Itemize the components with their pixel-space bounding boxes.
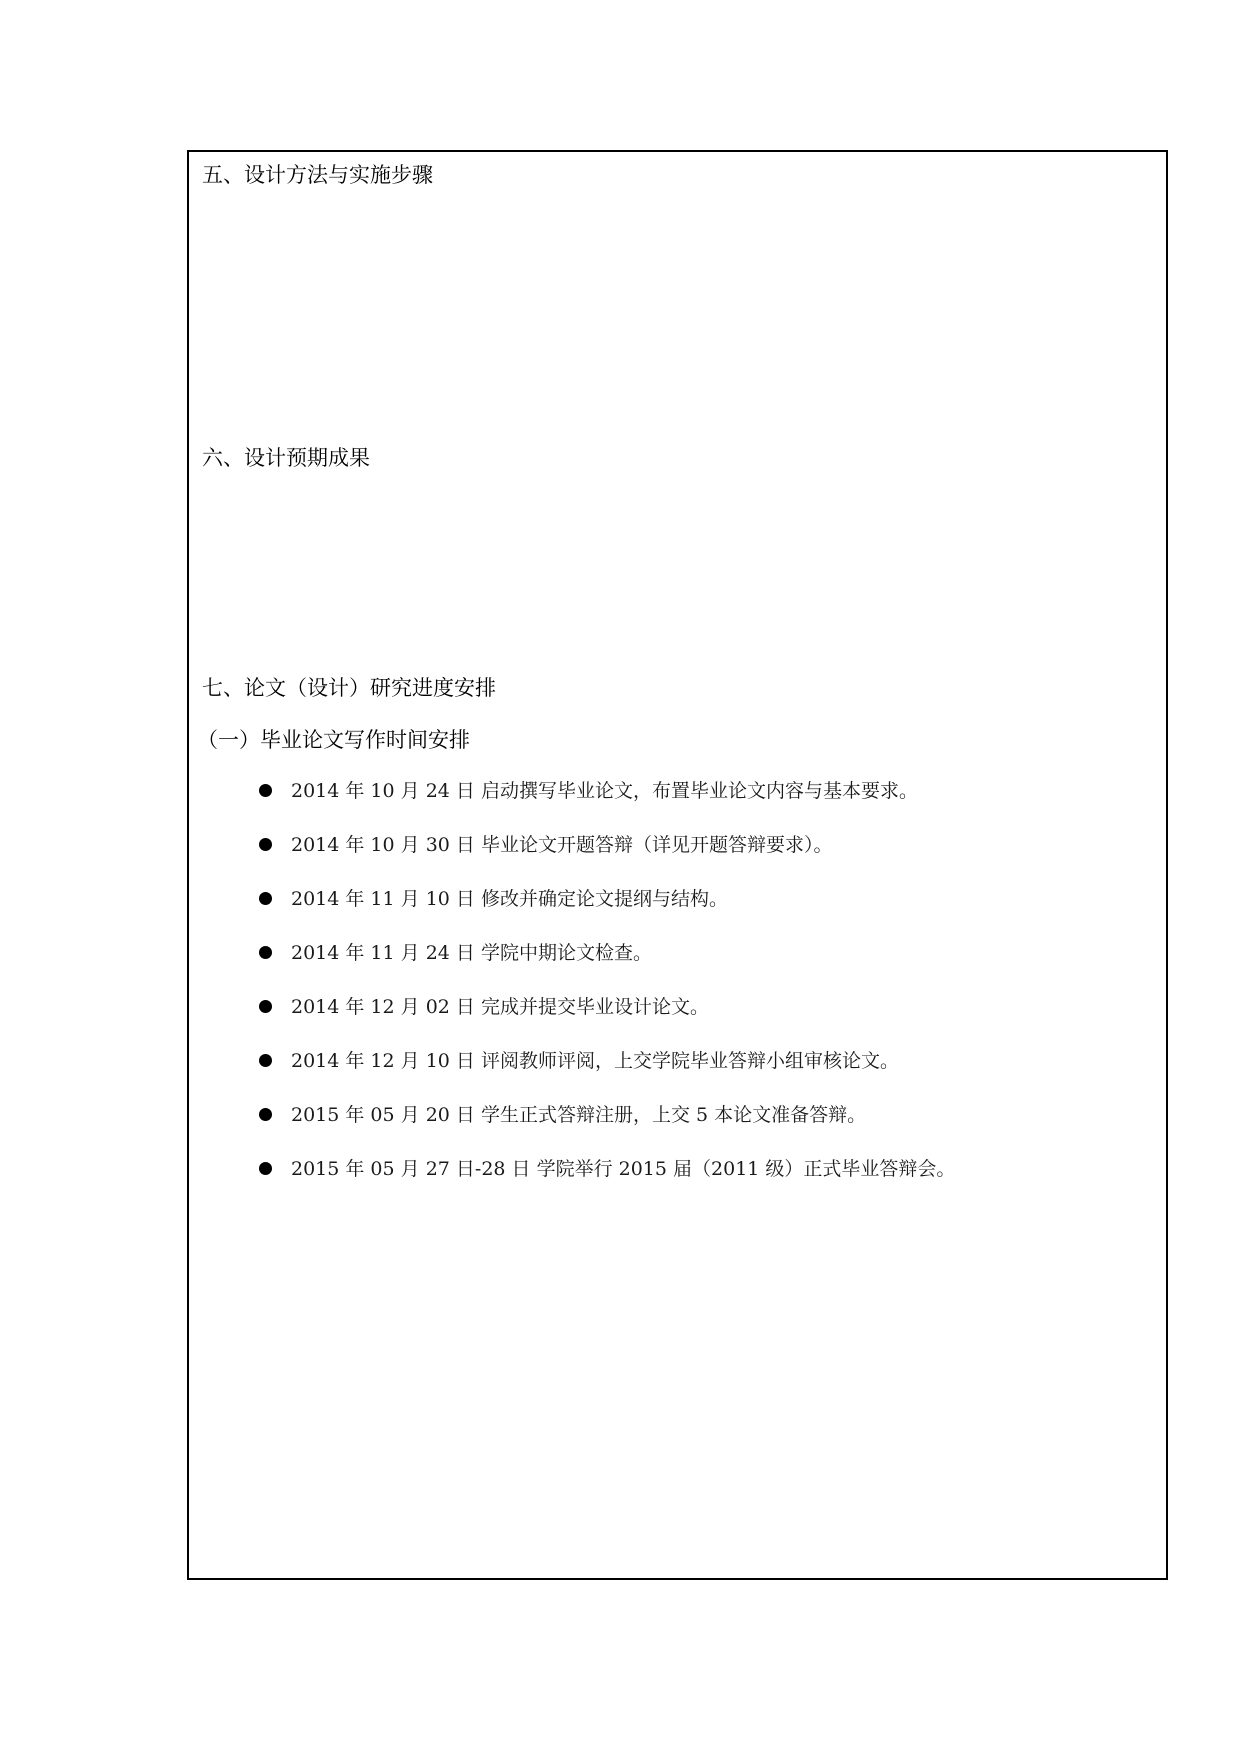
- bullet-icon: [259, 1054, 272, 1067]
- proposal-form-frame: [187, 150, 1168, 1580]
- schedule-item-text: 2014 年 10 月 24 日 启动撰写毕业论文，布置毕业论文内容与基本要求。: [291, 780, 918, 802]
- section-seven-sub-title: （一）毕业论文写作时间安排: [197, 728, 470, 752]
- section-seven-title: 七、论文（设计）研究进度安排: [202, 676, 496, 700]
- schedule-item-text: 2015 年 05 月 27 日-28 日 学院举行 2015 届（2011 级）正式毕业答辩会。: [291, 1158, 956, 1180]
- section-five-title: 五、设计方法与实施步骤: [202, 163, 433, 187]
- bullet-icon: [259, 1000, 272, 1013]
- schedule-item-text: 2014 年 11 月 24 日 学院中期论文检查。: [291, 942, 652, 964]
- bullet-icon: [259, 946, 272, 959]
- bullet-icon: [259, 838, 272, 851]
- bullet-icon: [259, 1108, 272, 1121]
- schedule-item-text: 2014 年 12 月 02 日 完成并提交毕业设计论文。: [291, 996, 709, 1018]
- schedule-item-text: 2015 年 05 月 20 日 学生正式答辩注册，上交 5 本论文准备答辩。: [291, 1104, 867, 1126]
- schedule-item-text: 2014 年 11 月 10 日 修改并确定论文提纲与结构。: [291, 888, 728, 910]
- section-six-title: 六、设计预期成果: [202, 446, 370, 470]
- schedule-item-text: 2014 年 10 月 30 日 毕业论文开题答辩（详见开题答辩要求）。: [291, 834, 833, 856]
- bullet-icon: [259, 892, 272, 905]
- bullet-icon: [259, 784, 272, 797]
- schedule-item-text: 2014 年 12 月 10 日 评阅教师评阅，上交学院毕业答辩小组审核论文。: [291, 1050, 899, 1072]
- bullet-icon: [259, 1162, 272, 1175]
